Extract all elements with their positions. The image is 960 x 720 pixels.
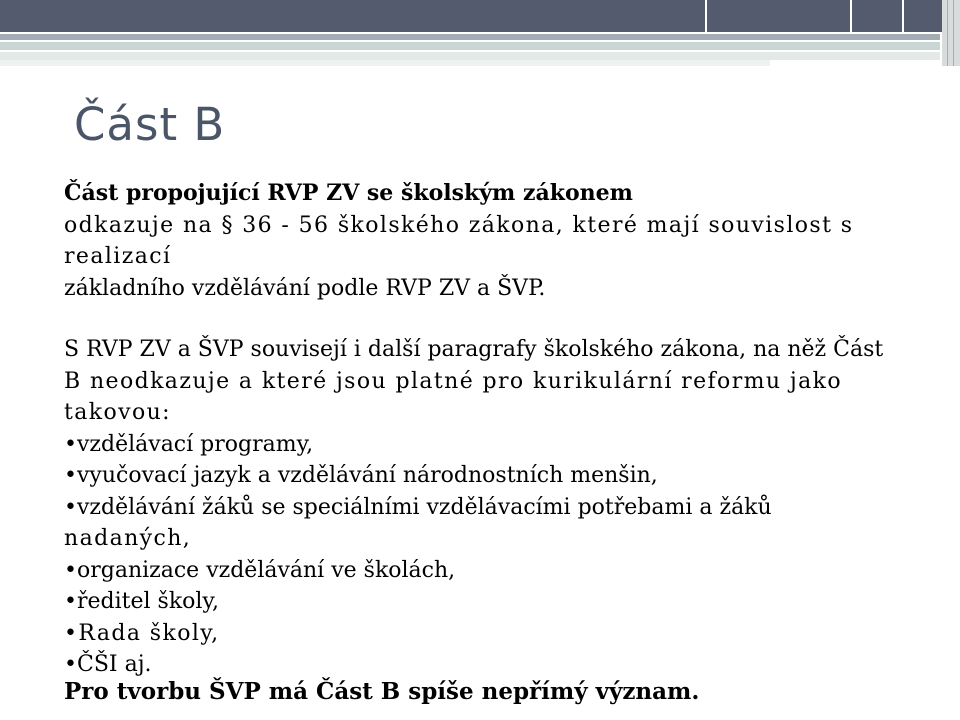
bullet-icon <box>64 495 77 520</box>
decorative-stripe <box>0 42 940 50</box>
spacer <box>64 304 934 334</box>
decorative-stripe <box>0 52 940 60</box>
list-item-text: ředitel školy, <box>76 589 219 614</box>
band-separator <box>902 0 904 32</box>
list-item-text: Rada školy, <box>78 620 220 646</box>
list-item <box>64 460 934 492</box>
list-item <box>64 618 934 650</box>
top-decorative-band <box>0 0 960 32</box>
list-item-text: ČŠI aj. <box>76 652 152 677</box>
bullet-icon <box>64 621 78 646</box>
intro-line: základního vzdělávání podle RVP ZV a ŠVP. <box>64 275 546 301</box>
decorative-stripe <box>0 60 770 66</box>
bullet-icon <box>64 589 77 614</box>
paragraph-line: B neodkazuje a které jsou platné pro kurikulární reformu jako takovou: <box>64 368 842 425</box>
bullet-icon <box>64 558 77 583</box>
list-item-text: vyučovací jazyk a vzdělávání národnostních menšin, <box>76 463 658 488</box>
slide-body <box>64 178 934 681</box>
decorative-stripe <box>0 34 940 40</box>
band-separator <box>705 0 707 32</box>
bullet-icon <box>64 652 77 677</box>
list-item-text: vzdělávání žáků se speciálními vzdělávacími potřebami a žáků <box>76 494 772 520</box>
list-item-text: vzdělávací programy, <box>76 431 314 457</box>
list-item <box>64 429 934 461</box>
list-item <box>64 586 934 618</box>
body-heading: Část propojující RVP ZV se školským zákonem <box>64 180 633 206</box>
band-separator <box>850 0 852 32</box>
list-item-text: organizace vzdělávání ve školách, <box>76 557 456 583</box>
list-item <box>64 555 934 587</box>
list-item-continuation: nadaných, <box>64 526 192 551</box>
bullet-icon <box>64 432 77 457</box>
list-item <box>64 492 934 524</box>
conclusion-text: Pro tvorbu ŠVP má Část B spíše nepřímý význam. <box>64 678 700 705</box>
intro-line: odkazuje na § 36 - 56 školského zákona, které mají souvislost s realizací <box>64 212 854 269</box>
decorative-line <box>953 0 954 66</box>
slide-title: Část B <box>74 98 226 151</box>
decorative-line <box>947 0 948 66</box>
right-decorative-tab <box>942 0 960 66</box>
list-item <box>64 649 934 681</box>
paragraph-line: S RVP ZV a ŠVP souvisejí i další paragrafy školského zákona, na něž Část <box>64 337 884 362</box>
bullet-icon <box>64 463 77 488</box>
